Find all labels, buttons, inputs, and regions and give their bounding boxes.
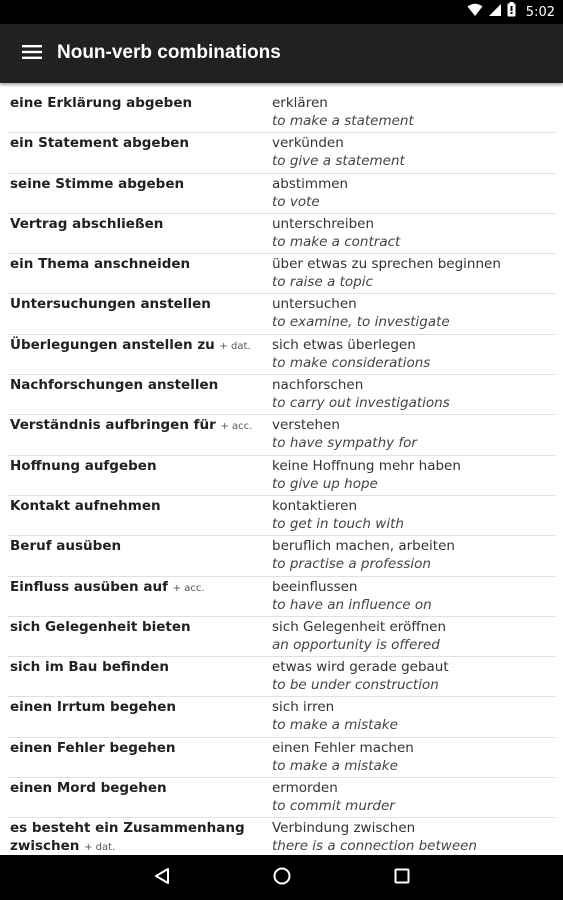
list-item[interactable] xyxy=(8,496,555,536)
entry-translation: to practise a profession xyxy=(272,556,431,573)
entry-term-text: Hoffnung aufgeben xyxy=(10,457,157,474)
entry-term xyxy=(10,698,270,716)
entry-term xyxy=(10,497,270,515)
entry-meaning: kontaktieren xyxy=(272,497,358,514)
navigation-bar xyxy=(0,855,563,900)
list-item[interactable] xyxy=(8,174,555,214)
entry-meaning: verstehen xyxy=(272,417,340,434)
entry-rows xyxy=(0,83,563,855)
entry-translation: to make a statement xyxy=(272,113,414,129)
battery-icon xyxy=(507,2,516,22)
entry-meaning: Verbindung zwischen xyxy=(272,820,416,837)
entry-meaning: keine Hoffnung mehr haben xyxy=(272,457,461,474)
entry-case: + dat. xyxy=(84,842,116,854)
list-item[interactable] xyxy=(8,617,555,657)
entry-term-text: Beruf ausüben xyxy=(10,538,122,555)
home-button[interactable] xyxy=(262,861,302,895)
entry-case: + acc. xyxy=(172,582,205,594)
entry-term xyxy=(10,537,270,555)
list-item[interactable] xyxy=(8,818,555,855)
entry-term-text: ein Statement abgeben xyxy=(10,135,190,152)
entry-term xyxy=(10,457,270,475)
entry-translation: to be under construction xyxy=(272,677,439,694)
entry-term-text: Überlegungen anstellen zu xyxy=(10,336,215,353)
list-item[interactable] xyxy=(8,294,555,334)
entry-meaning: untersuchen xyxy=(272,296,357,313)
entry-meaning: erklären xyxy=(272,95,328,111)
entry-term-text: Kontakt aufnehmen xyxy=(10,497,161,514)
entry-term-text: Untersuchungen anstellen xyxy=(10,296,211,313)
entry-case: + dat. xyxy=(219,340,251,352)
entry-term xyxy=(10,215,270,233)
entry-term xyxy=(10,295,270,313)
entry-translation: to have an influence on xyxy=(272,596,432,613)
entry-translation: there is a connection between xyxy=(272,838,477,855)
cell-signal-icon xyxy=(489,3,501,22)
back-icon xyxy=(154,867,170,890)
entry-term xyxy=(10,134,270,152)
entry-term xyxy=(10,94,270,112)
entry-term-text: einen Mord begehen xyxy=(10,780,167,797)
home-icon xyxy=(273,867,291,890)
list-item[interactable] xyxy=(8,536,555,576)
entry-case: + acc. xyxy=(220,421,253,433)
entry-translation: to make considerations xyxy=(272,354,431,371)
entry-term-text: Einfluss ausüben auf xyxy=(10,578,168,595)
entry-translation: to examine, to investigate xyxy=(272,314,450,331)
recents-icon xyxy=(394,868,410,889)
app-bar xyxy=(0,24,563,83)
entry-translation: to vote xyxy=(272,193,320,210)
entry-translation: an opportunity is offered xyxy=(272,636,440,653)
entry-term xyxy=(10,255,270,273)
entry-meaning: unterschreiben xyxy=(272,215,375,232)
entry-term xyxy=(10,376,270,394)
list-item[interactable] xyxy=(8,577,555,617)
entry-meaning: ermorden xyxy=(272,780,338,797)
wifi-icon xyxy=(467,3,483,22)
status-icons xyxy=(467,3,555,21)
entry-meaning: sich etwas überlegen xyxy=(272,336,416,353)
entry-meaning: abstimmen xyxy=(272,175,349,192)
entry-meaning: sich Gelegenheit eröffnen xyxy=(272,618,447,635)
hamburger-menu-icon xyxy=(22,44,42,65)
entry-term xyxy=(10,578,270,598)
entry-term xyxy=(10,175,270,193)
entry-list[interactable] xyxy=(0,83,563,855)
entry-meaning: über etwas zu sprechen beginnen xyxy=(272,256,501,273)
entry-translation: to make a mistake xyxy=(272,717,398,734)
list-item[interactable] xyxy=(8,415,555,455)
list-item[interactable] xyxy=(8,697,555,737)
entry-term xyxy=(10,739,270,757)
entry-term xyxy=(10,618,270,636)
entry-term-text: Verständnis aufbringen für xyxy=(10,417,216,434)
entry-term-text: einen Irrtum begehen xyxy=(10,699,177,716)
status-time: 5:02 xyxy=(525,4,555,20)
entry-term xyxy=(10,416,270,436)
entry-translation: to have sympathy for xyxy=(272,435,417,452)
entry-translation: to raise a topic xyxy=(272,274,373,291)
entry-term xyxy=(10,658,270,676)
recents-button[interactable] xyxy=(382,861,422,895)
entry-term-text: eine Erklärung abgeben xyxy=(10,95,193,111)
entry-meaning: beruflich machen, arbeiten xyxy=(272,538,455,555)
entry-meaning: beeinflussen xyxy=(272,578,358,595)
list-item[interactable] xyxy=(8,375,555,415)
page-title: Noun-verb combinations xyxy=(57,42,281,63)
entry-term-text: Nachforschungen anstellen xyxy=(10,377,219,394)
entry-term-text: ein Thema anschneiden xyxy=(10,256,191,273)
entry-meaning: nachforschen xyxy=(272,377,364,394)
entry-term-text: seine Stimme abgeben xyxy=(10,175,185,192)
entry-term xyxy=(10,336,270,356)
entry-term-text: sich im Bau befinden xyxy=(10,659,169,676)
entry-meaning: sich irren xyxy=(272,699,335,716)
entry-meaning: etwas wird gerade gebaut xyxy=(272,659,449,676)
list-item[interactable] xyxy=(8,335,555,375)
list-item[interactable] xyxy=(8,456,555,496)
entry-translation: to make a mistake xyxy=(272,757,398,774)
list-item[interactable] xyxy=(8,778,555,818)
list-item[interactable] xyxy=(8,738,555,778)
entry-meaning: verkünden xyxy=(272,135,344,152)
entry-term xyxy=(10,819,270,855)
entry-translation: to carry out investigations xyxy=(272,395,450,412)
entry-term-text: einen Fehler begehen xyxy=(10,739,176,756)
entry-term xyxy=(10,779,270,797)
entry-term-text: es besteht ein Zusammenhang zwischen xyxy=(10,820,245,855)
entry-translation: to give up hope xyxy=(272,475,378,492)
entry-term-text: Vertrag abschließen xyxy=(10,215,164,232)
back-button[interactable] xyxy=(142,861,182,895)
menu-button[interactable] xyxy=(12,34,52,74)
entry-term-text: sich Gelegenheit bieten xyxy=(10,618,191,635)
list-item[interactable] xyxy=(8,254,555,294)
list-item[interactable] xyxy=(8,133,555,173)
entry-translation: to make a contract xyxy=(272,233,401,250)
list-item[interactable] xyxy=(8,657,555,697)
entry-translation: to give a statement xyxy=(272,153,405,170)
status-bar xyxy=(0,0,563,24)
list-item[interactable] xyxy=(8,214,555,254)
list-item[interactable] xyxy=(8,93,555,133)
entry-translation: to get in touch with xyxy=(272,515,404,532)
entry-translation: to commit murder xyxy=(272,798,395,815)
entry-meaning: einen Fehler machen xyxy=(272,739,414,756)
